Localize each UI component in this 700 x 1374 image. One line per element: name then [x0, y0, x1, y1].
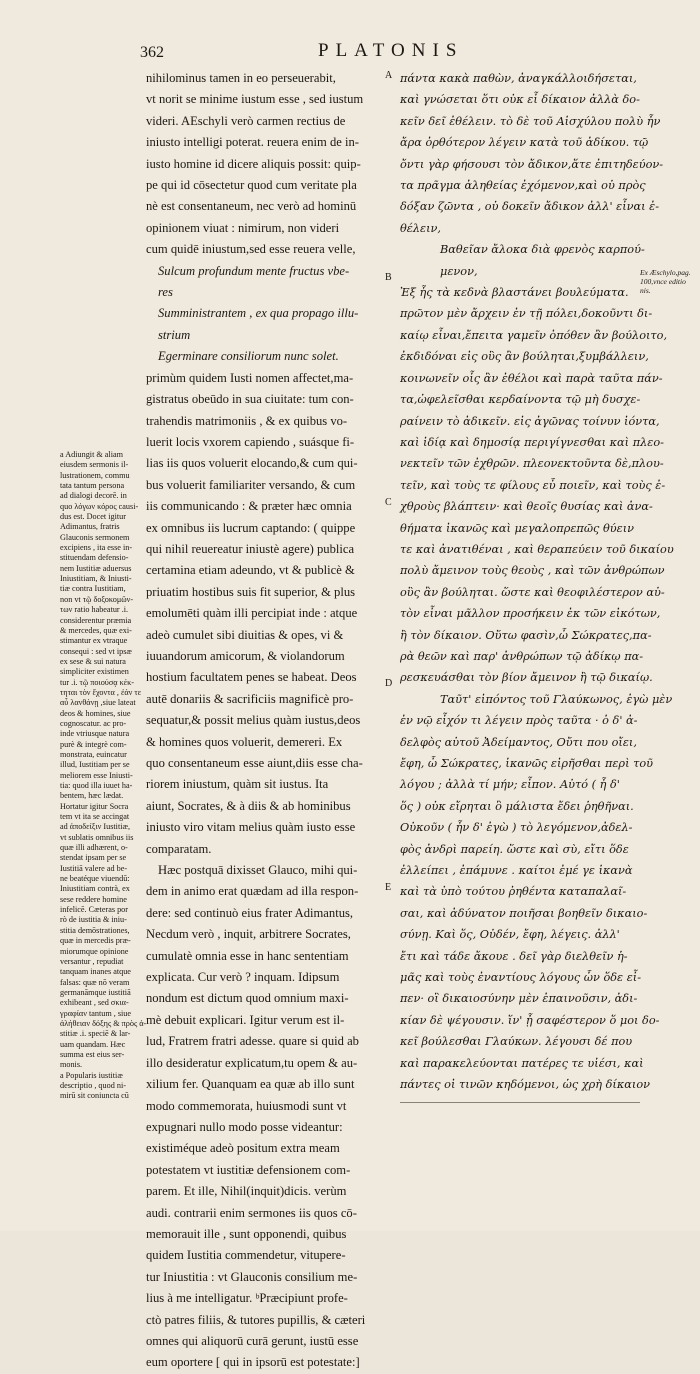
latin-line: nè est consentaneum, nec verò ad hominū	[146, 199, 357, 214]
latin-line: luerit locis vxorem capiendo , suásque fi-	[146, 434, 355, 449]
greek-line: ἄρα ὀρθότερον λέγειν κατὰ τοῦ ἀδίκου. τῷ	[400, 136, 649, 150]
latin-line: & homines quos voluerit, demereri. Ex	[146, 734, 343, 749]
latin-line: comparatam.	[146, 841, 212, 856]
side-note-line: ad ἀποδείξιν Iustitiæ,	[60, 822, 131, 832]
greek-line: κεῖν δεῖ ἐθέλειν. τὸ δὲ τοῦ Αἰσχύλου πολὺ ἦν	[400, 114, 661, 128]
side-note-line: eiusdem sermonis il-	[60, 460, 129, 470]
greek-line: λόγου ; ἀλλὰ τί μήν; εἶπον. Αὐτό ( ἦ δ'	[400, 778, 620, 792]
side-note-line: a Adiungit & aliam	[60, 450, 123, 459]
greek-line: πεν· οἳ δικαιοσύνην μὲν ἐπαινοῦσιν, ἀδι-	[400, 992, 638, 1006]
verse-line: Egerminare consiliorum nunc solet.	[158, 349, 339, 364]
latin-line: ctò patres filiis, & tutores pupillis, & cæteri	[146, 1312, 366, 1327]
latin-line: gistratus obeūdo in sua ciuitate: tum con-	[146, 392, 354, 407]
side-note-line: των ratio habeatur .i.	[60, 605, 129, 615]
right-side-note	[640, 268, 700, 295]
verse-line: Sumministrantem , ex qua propago illu-	[158, 306, 359, 321]
greek-line: δελφὸς αὐτοῦ Ἀδείμαντος, Οὔτι που οἴει,	[400, 735, 637, 749]
side-note-line: inde vtriusque natura	[60, 729, 130, 739]
side-note-line: tanquam inanes atque	[60, 967, 131, 977]
side-note-line: descriptio , quod ni-	[60, 1080, 126, 1090]
latin-column	[146, 68, 378, 1374]
side-note-line: Iustitiā valere ad be-	[60, 863, 128, 873]
latin-line: eum oportere [ qui in ipsorū est potestate:]	[146, 1355, 360, 1370]
latin-line: omnes qui aliquorū curā gerunt, iustū esse	[146, 1333, 359, 1348]
latin-line: priuatim hostibus suis fit superior, & plus	[146, 584, 356, 599]
verse-line: res	[158, 285, 173, 300]
latin-line: vt norit se minime iustum esse , sed iustum	[146, 92, 364, 107]
greek-line: πάντες οἱ τινῶν κηδόμενοι, ὡς χρὴ δίκαιον	[400, 1078, 650, 1092]
greek-verse-line: μενον,	[440, 264, 478, 278]
side-note-line: stendat ipsam per se	[60, 853, 127, 863]
latin-line: iniusto intelligi poterat. reuera enim de in-	[146, 135, 359, 150]
latin-line: dere: sed continuò eius frater Adimantus,	[146, 905, 354, 920]
margin-letter-a: A	[385, 70, 393, 81]
greek-line: κίαν δὲ ψέγουσιν. ἵν' ᾖ σαφέστερον ὅ μοι δο-	[400, 1013, 660, 1027]
latin-line: Necdum verò , inquit, arbitrere Socrates,	[146, 927, 351, 942]
latin-line: explicata. Cur verò ? inquam. Idipsum	[146, 970, 340, 985]
side-note-line: infelicē. Cæteras por	[60, 905, 128, 915]
greek-line: Ταῦτ' εἰπόντος τοῦ Γλαύκωνος, ἐγὼ μὲν	[440, 692, 673, 706]
greek-verse-line: Βαθεῖαν ἄλοκα διὰ φρενὸς καρπού-	[440, 243, 645, 257]
greek-line: τεῖν, καὶ τοὺς τε φίλους εὖ ποιεῖν, καὶ τοὺς ἐ-	[400, 478, 666, 492]
side-note-line: miorumque opinione	[60, 946, 129, 956]
greek-line: ἐλλείπει , ἐπάμυνε . καίτοι ἐμέ γε ἱκανὰ	[400, 864, 633, 878]
latin-line: cumulatè omnia esse in hanc sententiam	[146, 948, 349, 963]
latin-line: videri. AEschyli verò carmen rectius de	[146, 113, 346, 128]
side-note-line: ἀλήθειαν δόξης & πρὸς ἀ-	[60, 1018, 147, 1028]
greek-line: καὶ ἰδίᾳ καὶ δημοσίᾳ περιγίγνεσθαι καὶ πλεο-	[400, 435, 664, 449]
margin-letter-d: D	[385, 678, 393, 689]
side-note-line: consequi : sed vt ipsæ	[60, 646, 132, 656]
side-note-line: sese reddere homine	[60, 894, 127, 904]
latin-line: modo commemorata, huiusmodi sunt vt	[146, 1098, 347, 1113]
greek-line: καὶ τὰ ὑπὸ τούτου ῥηθέντα καταπαλαῖ-	[400, 885, 627, 899]
side-note-line: ad dialogi decorē. in	[60, 491, 127, 501]
latin-line: hostium facultatem penes se habeat. Deos	[146, 670, 357, 685]
latin-line: sequatur,& possit melius quàm iustus,deos	[146, 713, 361, 728]
latin-line: expugnari nullo modo posse videantur:	[146, 1119, 343, 1134]
latin-line: lias iis quos voluerit elocando,& cum qui-	[146, 456, 358, 471]
greek-line: φὸς ἀνδρὶ παρείη. ὥστε καὶ σὺ, εἴτι ὅδε	[400, 842, 629, 856]
side-note-line: lustrationem, commu	[60, 470, 130, 480]
latin-line: cum quidē iniustum,sed esse reuera velle,	[146, 242, 356, 257]
side-note-line: monstrata, euincatur	[60, 749, 127, 759]
greek-line: καίῳ εἶναι,ἔπειτα γαμεῖν ὁπόθεν ἂν βούλοιτο,	[400, 328, 668, 342]
side-note-line: τηται τὸν ἔχοντα , ἐάν τε	[60, 687, 142, 697]
side-note-line: quo λόγων κόρος causi-	[60, 501, 139, 511]
side-note-line: stituendam defensio-	[60, 553, 129, 563]
side-note-line: ex sese & sui natura	[60, 656, 126, 666]
greek-line: Οὐκοῦν ( ἦν δ' ἐγὼ ) τὸ λεγόμενον,ἀδελ-	[400, 821, 633, 835]
latin-line: emolumēti quàm illi percipiat inde : atque	[146, 606, 358, 621]
greek-line: οὓς ἂν βούληται. ὥστε καὶ θεοφιλέστερον αὐ-	[400, 585, 665, 599]
side-note-line: stitia demōstrationes,	[60, 925, 130, 935]
greek-line: ὄντι γὰρ φήσουσι τὸν ἄδικον,ἅτε ἐπιτηδεύον-	[400, 157, 664, 171]
side-note-line: non vt τῷ δοξοκομῶν-	[60, 594, 134, 604]
side-note-line: deos & homines, siue	[60, 708, 131, 718]
verse-line: strium	[158, 327, 191, 342]
latin-line: opinionem viuat : nimirum, non videri	[146, 220, 340, 235]
latin-line: mè debuit explicari. Igitur verum est il-	[146, 1012, 345, 1027]
side-note-line: exhibeant , sed σκια-	[60, 998, 129, 1008]
latin-line: iniusto viro vitam melius quàm iusto esse	[146, 820, 356, 835]
latin-line: certamina etiam adeundo, vt & publicè &	[146, 563, 355, 578]
greek-line: ἐν νῷ εἶχόν τι λέγειν πρὸς ταῦτα · ὁ δ' ἀ-	[400, 714, 638, 728]
latin-line: iuuandorum amicorum, & violandorum	[146, 648, 345, 663]
latin-line: trahendis matrimoniis , & ex quibus vo-	[146, 413, 348, 428]
latin-line: riorem iniustum, quàm sit iustus. Ita	[146, 777, 329, 792]
latin-line: lius à me intelligatur. ᵇPræcipiunt profe-	[146, 1291, 348, 1306]
greek-line: θήματα ἱκανῶς καὶ μεγαλοπρεπῶς θύειν	[400, 521, 634, 535]
greek-line: σύνῃ. Καὶ ὅς, Οὐδέν, ἔφη, λέγεις. ἀλλ'	[400, 928, 620, 942]
side-note-line: tia: quod illa iuuet ha-	[60, 781, 133, 790]
greek-line: πάντα κακὰ παθὼν, ἀναγκάλλοιδήσεται,	[400, 72, 637, 85]
side-note-line: tiæ contra Iustitiam,	[60, 584, 126, 594]
side-note-line: tata tantum persona	[60, 481, 125, 491]
greek-line: τε καὶ ἀνατιθέναι , καὶ θεραπεύειν τοῦ δικαίου	[400, 542, 674, 556]
latin-line: dem in animo erat quædam ad illa respon-	[146, 884, 359, 899]
greek-line: ἢ τὸν δίκαιον. Οὕτω φασὶν,ὦ Σώκρατες,πα-	[400, 628, 652, 642]
latin-line: Hæc postquā dixisset Glauco, mihi qui-	[158, 863, 358, 878]
side-note-line: illud, Iustitiam per se	[60, 760, 130, 770]
verse-line: Sulcum profundum mente fructus vbe-	[158, 263, 350, 278]
side-note-line: αὖ λανθάνῃ ,siue lateat	[60, 698, 136, 708]
latin-line: qui nihil reuereatur iniustè agere) publica	[146, 541, 355, 556]
greek-line: νεκτεῖν τῶν ἐχθρῶν. πλεονεκτοῦντα δὲ,πλου-	[400, 457, 664, 471]
side-note-line: nem Iustitiæ aduersus	[60, 563, 132, 573]
greek-line: χθροὺς βλάπτειν· καὶ θεοῖς θυσίας καὶ ἀνα-	[400, 500, 653, 514]
latin-line: bus voluerit familiariter versando, & cum	[146, 477, 356, 492]
greek-line: πρῶτον μὲν ἄρχειν ἐν τῇ πόλει,δοκοῦντι δι-	[400, 307, 653, 321]
side-note-line: germanāmque iustitiā	[60, 987, 131, 997]
side-note-line: Glauconis sermonem	[60, 532, 130, 542]
running-title: PLATONIS	[318, 40, 464, 61]
greek-verse-line: Ἐξ ἧς τὰ κεδνὰ βλαστάνει βουλεύματα.	[400, 286, 629, 300]
side-note-line: nis.	[640, 286, 651, 295]
side-note-line: bentem, hæc lædat.	[60, 791, 124, 801]
side-note-line: & mercedes, quæ exi-	[60, 625, 132, 635]
latin-line: nondum est dictum quod omnium maxi-	[146, 991, 349, 1006]
greek-line: τα,ὠφελεῖσθαι κερδαίνοντα τῷ μὴ δυσχε-	[400, 393, 641, 407]
side-note-line: vt sublatis omnibus iis	[60, 832, 134, 842]
latin-line: quo consentaneum esse aiunt,diis esse cha-	[146, 756, 363, 770]
side-note-line: Iniustitiam contrà, ex	[60, 884, 130, 894]
side-note-line: quæ in mercedis præ-	[60, 936, 131, 946]
end-rule	[400, 1102, 640, 1103]
left-side-note	[60, 450, 147, 1102]
side-note-line: versantur , repudiat	[60, 956, 124, 966]
greek-line: ὅς ) οὐκ εἴρηται ὃ μάλιστα ἔδει ῥηθῆναι.	[400, 799, 634, 813]
latin-line: adeò cumulet sibi diuitias & opes, vi &	[146, 627, 344, 642]
side-note-line: excipiens , ita esse in-	[60, 543, 133, 553]
side-note-line: meliorem esse Iniusti-	[60, 770, 133, 780]
greek-line: ρεσκευάσθαι τὸν βίον ἄμεινον ἢ τῷ δικαίῳ.	[400, 671, 653, 685]
side-note-line: falsas: quæ nō veram	[60, 977, 130, 987]
latin-line: nihilominus tamen in eo perseuerabit,	[146, 71, 336, 85]
greek-line: ρὰ θεῶν καὶ παρ' ἀνθρώπων τῷ ἀδίκῳ πα-	[400, 649, 644, 663]
greek-line: κεῖ βούλεσθαι Γλαύκων. λέγουσι δέ που	[400, 1035, 633, 1049]
greek-line: ἔφη, ὦ Σώκρατες, ἱκανῶς εἰρῆσθαι περὶ τοῦ	[400, 757, 654, 770]
latin-line: memorauit ille , sunt opponendi, quibus	[146, 1226, 347, 1241]
latin-line: parem. Et ille, Nihil(inquit)dicis. verùm	[146, 1184, 347, 1199]
greek-line: τα πρᾶγμα ἀληθείας ἐχόμενον,καὶ οὐ πρὸς	[400, 179, 646, 193]
side-note-line: tem vt ita se accingat	[60, 812, 130, 822]
greek-line: πολὺ ἄμεινον τοὺς θεοὺς , καὶ τῶν ἀνθρώπων	[400, 564, 665, 578]
latin-line: pe qui id cōsectetur quod cum veritate pla	[146, 178, 357, 193]
side-note-line: a Popularis iustitiæ	[60, 1070, 123, 1080]
side-note-line: ne beatéque viuendū:	[60, 874, 130, 884]
margin-letter-e: E	[385, 882, 392, 893]
greek-line: ραίνειν τὸ ἀδικεῖν. εἰς ἀγῶνας τοίνυν ἰόντα,	[400, 414, 660, 428]
greek-line: ἐκδιδόναι εἰς οὓς ἂν βούληται,ξυμβάλλειν,	[400, 350, 649, 364]
side-note-line: summa est eius ser-	[60, 1049, 125, 1059]
greek-line: θέλειν,	[400, 221, 441, 235]
side-note-line: simpliciter existimen	[60, 667, 129, 677]
side-note-line: quæ illi adhærent, o-	[60, 843, 128, 853]
side-note-line: 100,vnce editio	[640, 277, 686, 286]
latin-line: illo desideratur explicatum,tu opem & au-	[146, 1055, 358, 1070]
side-note-line: Ex Æschylo,pag.	[640, 268, 691, 277]
side-note-line: tur .i. τῷ ποιούσᾳ κέκ-	[60, 677, 135, 687]
greek-line: καὶ παρακελεύονται πατέρες τε υἱέσι, καὶ	[400, 1056, 644, 1070]
side-note-line: cognoscatur. ac pro-	[60, 718, 127, 728]
page-number: 362	[140, 44, 164, 61]
latin-line: iusto homine id dicere aliquis possit: quip-	[146, 156, 361, 171]
side-note-line: rò de iustitia & iniu-	[60, 915, 127, 925]
margin-letter-c: C	[385, 497, 392, 508]
latin-line: xilium fer. Quanquam ea quæ ab illo sunt	[146, 1077, 355, 1092]
latin-line: autē donariis & sacrificiis magnificè pro-	[146, 691, 354, 706]
latin-line: lud, Fratrem fratri adesse. quare si quid ab	[146, 1034, 359, 1049]
latin-line: aiunt, Socrates, & à diis & ab hominibus	[146, 798, 351, 813]
greek-line: καὶ γνώσεται ὅτι οὐκ εἶ δίκαιον ἀλλὰ δο-	[400, 93, 640, 107]
latin-line: primùm quidem Iusti nomen affectet,ma-	[146, 370, 354, 385]
greek-line: κοινωνεῖν οἷς ἂν ἐθέλοι καὶ παρὰ ταῦτα πάν-	[400, 371, 663, 385]
side-note-line: Adimantus, fratris	[60, 522, 120, 532]
side-note-line: stimantur ex vtraque	[60, 636, 128, 646]
side-note-line: γραφίαν tantum , siue	[60, 1008, 132, 1018]
latin-line: ex omnibus iis lucrum captando: ( quippe	[146, 520, 356, 535]
greek-line: ἔτι καὶ τάδε ἄκουε . δεῖ γὰρ διελθεῖν ἡ-	[400, 949, 628, 963]
side-note-line: considerentur præmia	[60, 615, 132, 625]
greek-line: δόξαν ζῶντα , οὐ δοκεῖν ἄδικον ἀλλ' εἶναι ἐ-	[400, 200, 660, 214]
side-note-line: stitiæ .i. speciē & lar-	[60, 1029, 131, 1039]
latin-line: iis communicando : & præter hæc omnia	[146, 499, 352, 514]
latin-line: tur Iniustitia : vt Glauconis consilium me-	[146, 1269, 358, 1284]
latin-line: audi. contrarii enim sermones iis quos cō-	[146, 1205, 357, 1220]
greek-line: μᾶς καὶ τοὺς ἐναντίους λόγους ὧν ὅδε εἶ-	[400, 971, 642, 985]
side-note-line: purè & integrè com-	[60, 739, 127, 749]
greek-line: τὸν εἶναι μᾶλλον προσήκειν ἐκ τῶν εἰκότων,	[400, 607, 661, 621]
greek-line: σαι, καὶ ἀδύνατον ποιῆσαι βοηθεῖν δικαιο-	[400, 906, 648, 920]
side-note-line: mirū sit coniuncta cū	[60, 1091, 129, 1101]
side-note-line: Iniustitiam, & Iniusti-	[60, 574, 132, 584]
side-note-line: dus est. Docet igitur	[60, 512, 126, 522]
latin-line: existiméque adeò positum extra meam	[146, 1141, 340, 1156]
latin-line: quidem Iustitia commendetur, vitupere-	[146, 1248, 346, 1263]
side-note-line: uam quandam. Hæc	[60, 1039, 126, 1049]
side-note-line: Hortatur igitur Socra	[60, 801, 129, 811]
latin-line: potestatem vt iustitiæ defensionem com-	[146, 1162, 351, 1177]
margin-letter-b: B	[385, 272, 392, 283]
side-note-line: monis.	[60, 1060, 83, 1070]
